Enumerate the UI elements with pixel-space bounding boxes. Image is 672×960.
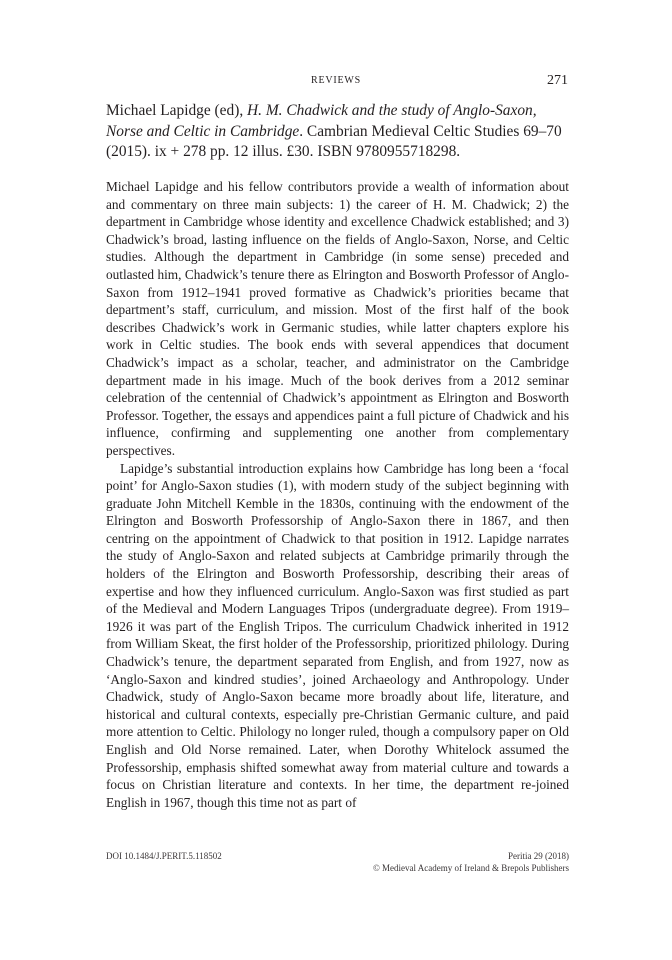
publication-info xyxy=(373,850,569,874)
review-body xyxy=(106,178,569,811)
body-paragraph: Lapidge’s substantial introduction explains how Cambridge has long been a ‘focal point’ for Anglo-Saxon studies (1), with modern study of the subject beginning with graduate John Mitchell Kemble in the 1830s, continuing with the endowment of the Elrington and Bosworth Professorship of Anglo-Saxon there in 1867, and then centring on the appointment of Chadwick to that position in 1912. Lapidge narrates the study of Anglo-Saxon and related subjects at Cambridge primarily through the holders of the Elrington and Bosworth Professorship, describing their areas of expertise and how they influenced curriculum. Anglo-Saxon was first studied as part of the Medieval and Modern Languages Tripos (undergraduate degree). From 1919–1926 it was part of the English Tripos. The curriculum Chadwick inherited in 1912 from William Skeat, the first holder of the Professorship, prioritized philology. During Chadwick’s tenure, the department separated from English, and from 1927, now as ‘Anglo-Saxon and kindred studies’, joined Archaeology and Anthropology. Under Chadwick, study of Anglo-Saxon became more broadly about life, literature, and historical and cultural contexts, especially pre-Christian Germanic culture, and paid more attention to Celtic. Philology no longer ruled, though a compulsory paper on Old English and Old Norse remained. Later, when Dorothy Whitelock assumed the Professorship, emphasis shifted somewhat away from material culture and towards a focus on Christian literature and contexts. In her time, the department re-joined English in 1967, though this time not as part of xyxy=(106,460,569,810)
review-citation xyxy=(106,101,568,163)
journal-issue: Peritia 29 (2018) xyxy=(508,851,569,861)
doi-label: DOI 10.1484/J.PERIT.5.118502 xyxy=(106,851,222,861)
running-head xyxy=(0,73,672,91)
citation-editor: Michael Lapidge (ed), xyxy=(106,102,248,119)
copyright-notice: © Medieval Academy of Ireland & Brepols Publishers xyxy=(372,863,569,873)
section-title: REVIEWS xyxy=(310,75,362,86)
citation-book-title: H. M. Chadwick and the study of Anglo-Saxon, Norse and Celtic in Cambridge xyxy=(106,102,537,140)
page-number: 271 xyxy=(547,73,568,88)
body-paragraph: Michael Lapidge and his fellow contributors provide a wealth of information about and commentary on three main subjects: 1) the career of H. M. Chadwick; 2) the department in Cambridge whose identity and excellence Chadwick established; and 3) Chadwick’s broad, lasting influence on the fields of Anglo-Saxon, Norse, and Celtic studies. Although the department in Cambridge (in some sense) preceded and outlasted him, Chadwick’s tenure there as Elrington and Bosworth Professor of Anglo-Saxon from 1912–1941 proved formative as Chadwick’s priorities became that department’s staff, curriculum, and mission. Most of the first half of the book describes Chadwick’s work in Germanic studies, while latter chapters explore his work in Celtic studies. The book ends with several appendices that document Chadwick’s impact as a scholar, teacher, and administrator on the Cambridge department made in his image. Much of the book derives from a 2012 seminar celebration of the centennial of Chadwick’s appointment as Elrington and Bosworth Professor. Together, the essays and appendices paint a full picture of Chadwick and his influence, confirming and supplementing one another from complementary perspectives. xyxy=(106,179,569,458)
citation-details: . Cambrian Medieval Celtic Studies 69–70 (2015). ix + 278 pp. 12 illus. £30. ISBN 9780955718298. xyxy=(106,122,562,160)
